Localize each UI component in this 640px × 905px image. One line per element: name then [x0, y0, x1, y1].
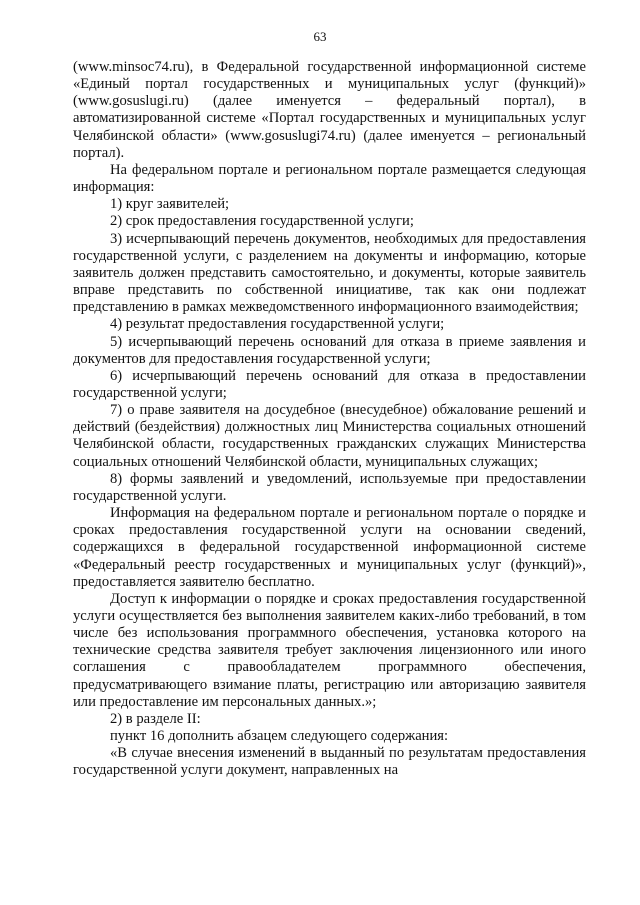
document-body — [73, 59, 586, 780]
paragraph-portal-info-intro: На федеральном портале и региональном портале размещается следующая информация: — [73, 161, 586, 196]
list-item-service-term: 2) срок предоставления государственной услуги; — [110, 213, 414, 230]
page-number: 63 — [313, 29, 327, 44]
paragraph-item-16: пункт 16 дополнить абзацем следующего содержания: — [110, 728, 449, 745]
paragraph-amendment-text: «В случае внесения изменений в выданный по результатам предоставления государственной услуги документ, направленных на — [73, 745, 586, 779]
list-item-refusal-acceptance: 5) исчерпывающий перечень оснований для отказа в приеме заявления и документов для предоставления государственной услуги; — [73, 333, 586, 367]
list-item-documents: 3) исчерпывающий перечень документов, необходимых для предоставления государственной услуги, с разделением на документы и информацию, которые заявитель должен представить самостоятельно, и документы, которые заявитель вправе представить по собственной инициативе, так как они подлежат представлению в рамках межведомственного информационного взаимодействия; — [73, 230, 586, 316]
paragraph-free-information: Информация на федеральном портале и региональном портале о порядке и сроках предоставления государственной услуги на основании сведений, содержащихся в федеральной государственной информационной системе «Федеральный реестр государственных и муниципальных услуг (функций)», предоставляется заявителю бесплатно. — [73, 505, 586, 590]
paragraph-portal-definitions: (www.minsoc74.ru), в Федеральной государственной информационной системе «Единый портал государственных и муниципальных услуг (функций)» (www.gosuslugi.ru) (далее именуется – федеральный портал), в автоматизированной системе «Портал государственных и муниципальных услуг Челябинской области» (www.gosuslugi74.ru) (далее именуется – региональный портал). — [73, 59, 586, 161]
paragraph-access-conditions: Доступ к информации о порядке и сроках предоставления государственной услуги осуществляется без выполнения заявителем каких-либо требований, в том числе без использования программного обеспечения, установка которого на технические средства заявителя требует заключения лицензионного или иного соглашения с правообладателем программного обеспечения, предусматривающего взимание платы, регистрацию или авторизацию заявителя или предоставление им персональных данных.»; — [73, 590, 586, 710]
list-item-applicants: 1) круг заявителей; — [110, 196, 230, 213]
list-item-service-result: 4) результат предоставления государственной услуги; — [110, 316, 445, 333]
paragraph-section-ii: 2) в разделе II: — [110, 710, 201, 727]
list-item-forms: 8) формы заявлений и уведомлений, используемые при предоставлении государственной услуги. — [73, 470, 586, 504]
list-item-appeal-right: 7) о праве заявителя на досудебное (внесудебное) обжалование решений и действий (бездействия) должностных лиц Министерства социальных отношений Челябинской области, государственных гражданских служащих Министерства социальных отношений Челябинской области, муниципальных служащих; — [73, 402, 586, 470]
list-item-refusal-service: 6) исчерпывающий перечень оснований для отказа в предоставлении государственной услуги; — [73, 367, 586, 401]
